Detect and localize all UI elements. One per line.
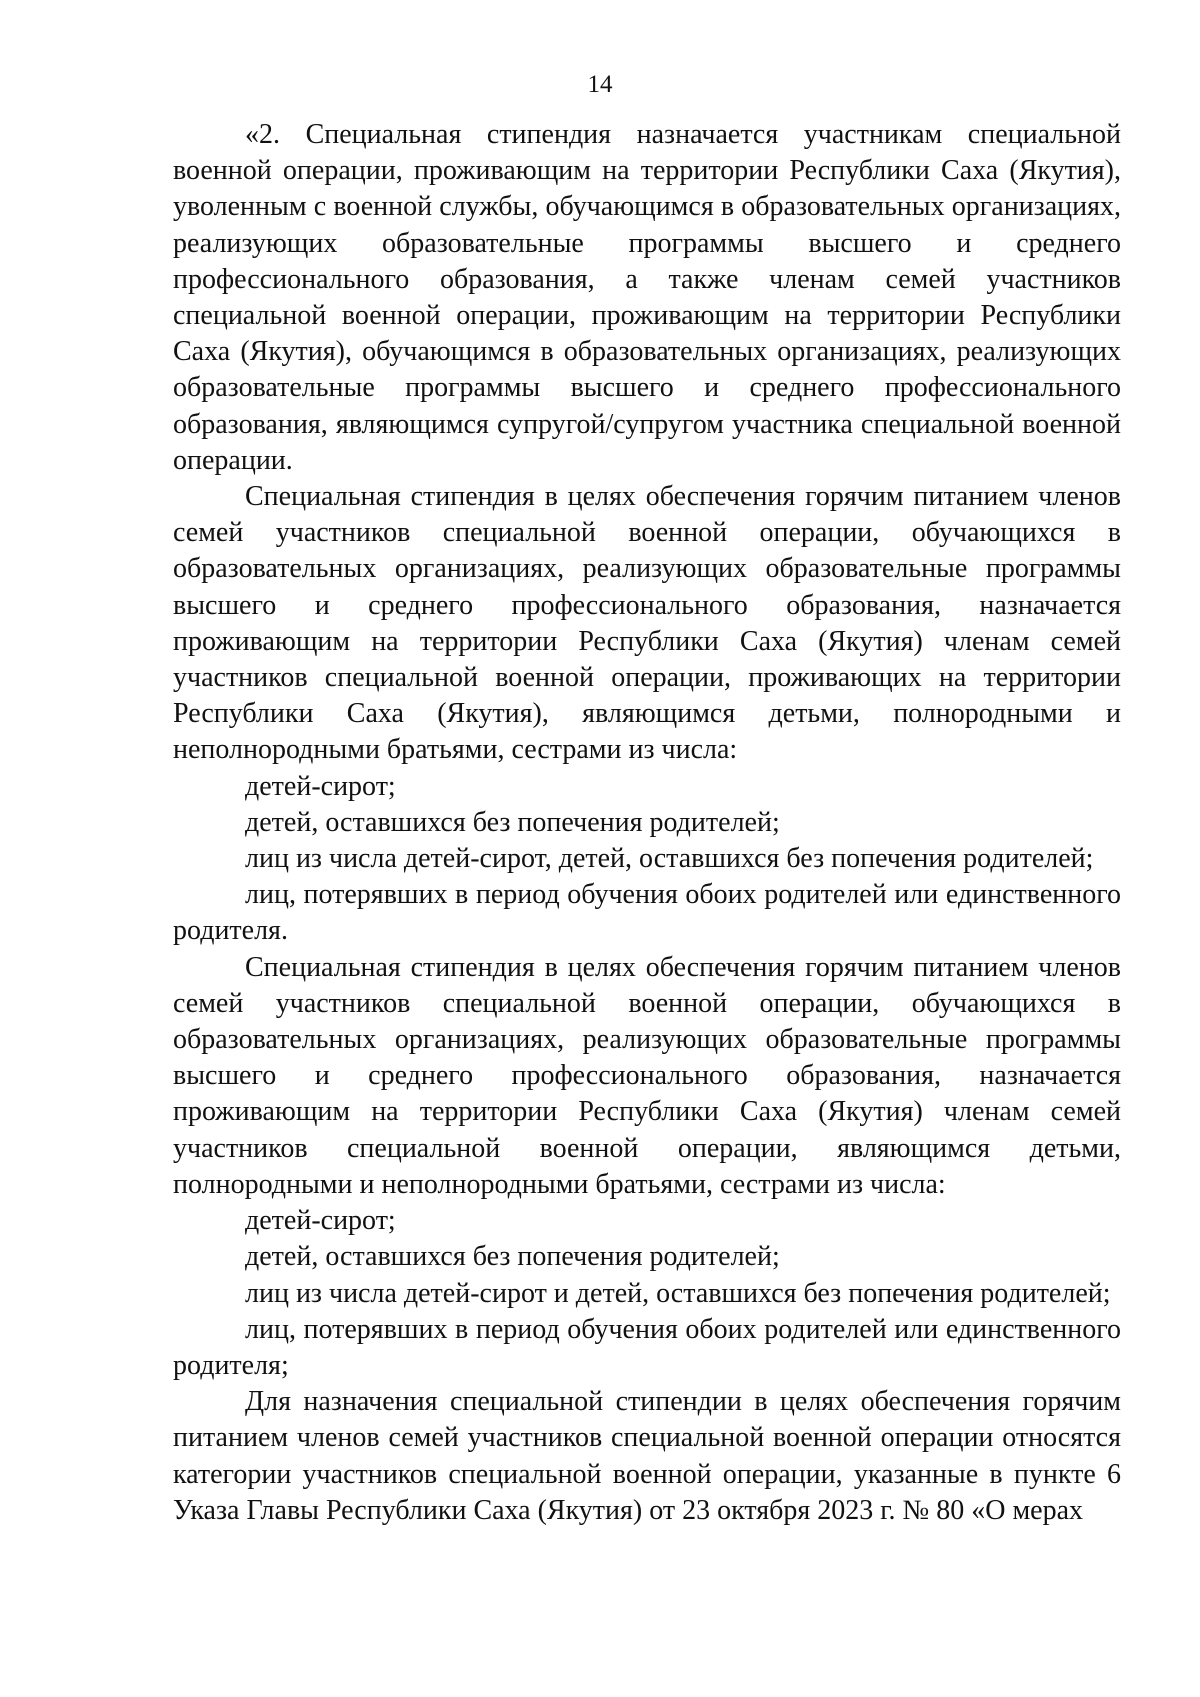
list-item-no-parental-care-2: детей, оставшихся без попечения родителей; [245,1241,780,1273]
paragraph-hot-meals-stipend-2: Специальная стипендия в целях обеспечения горячим питанием членов семей участников специальной военной операции, обучающихся в образовательных организациях, реализующих образовательные программы высшего и среднего профессионального образования, назначается проживающим на территории Республики Саха (Якутия) членам семей участников специальной военной операции, являющимся детьми, полнородными и неполнородными братьями, сестрами из числа: [173,951,1121,1200]
list-item-lost-parents-2: лиц, потерявших в период обучения обоих родителей или единственного родителя; [173,1313,1121,1381]
paragraph-hot-meals-stipend-1: Специальная стипендия в целях обеспечения горячим питанием членов семей участников специальной военной операции, обучающихся в образовательных организациях, реализующих образовательные программы высшего и среднего профессионального образования, назначается проживающим на территории Республики Саха (Якутия) членам семей участников специальной военной операции, проживающих на территории Республики Саха (Якутия), являющимся детьми, полнородными и неполнородными братьями, сестрами из числа: [173,481,1121,766]
list-item-orphans-1: детей-сирот; [245,770,396,802]
list-item-former-orphans-1: лиц из числа детей-сирот, детей, оставшихся без попечения родителей; [245,843,1094,875]
document-body [173,117,1121,1529]
paragraph-eligible-categories: Для назначения специальной стипендии в целях обеспечения горячим питанием членов семей участников специальной военной операции относятся категории участников специальной военной операции, указанные в пункте 6 Указа Главы Республики Саха (Якутия) от 23 октября 2023 г. № 80 «О мерах [173,1386,1121,1526]
list-item-orphans-2: детей-сирот; [245,1205,396,1237]
list-item-lost-parents-1: лиц, потерявших в период обучения обоих родителей или единственного родителя. [173,879,1121,947]
list-item-former-orphans-2: лиц из числа детей-сирот и детей, оставшихся без попечения родителей; [245,1277,1111,1309]
page-number: 14 [587,71,613,98]
paragraph-clause-2: «2. Специальная стипендия назначается участникам специальной военной операции, проживающим на территории Республики Саха (Якутия), уволенным с военной службы, обучающимся в образовательных организациях, реализующих образовательные программы высшего и среднего профессионального образования, а также членам семей участников специальной военной операции, проживающим на территории Республики Саха (Якутия), обучающимся в образовательных организациях, реализующих образовательные программы высшего и среднего профессионального образования, являющимся супругой/супругом участника специальной военной операции. [173,119,1121,476]
list-item-no-parental-care-1: детей, оставшихся без попечения родителей; [245,806,780,838]
